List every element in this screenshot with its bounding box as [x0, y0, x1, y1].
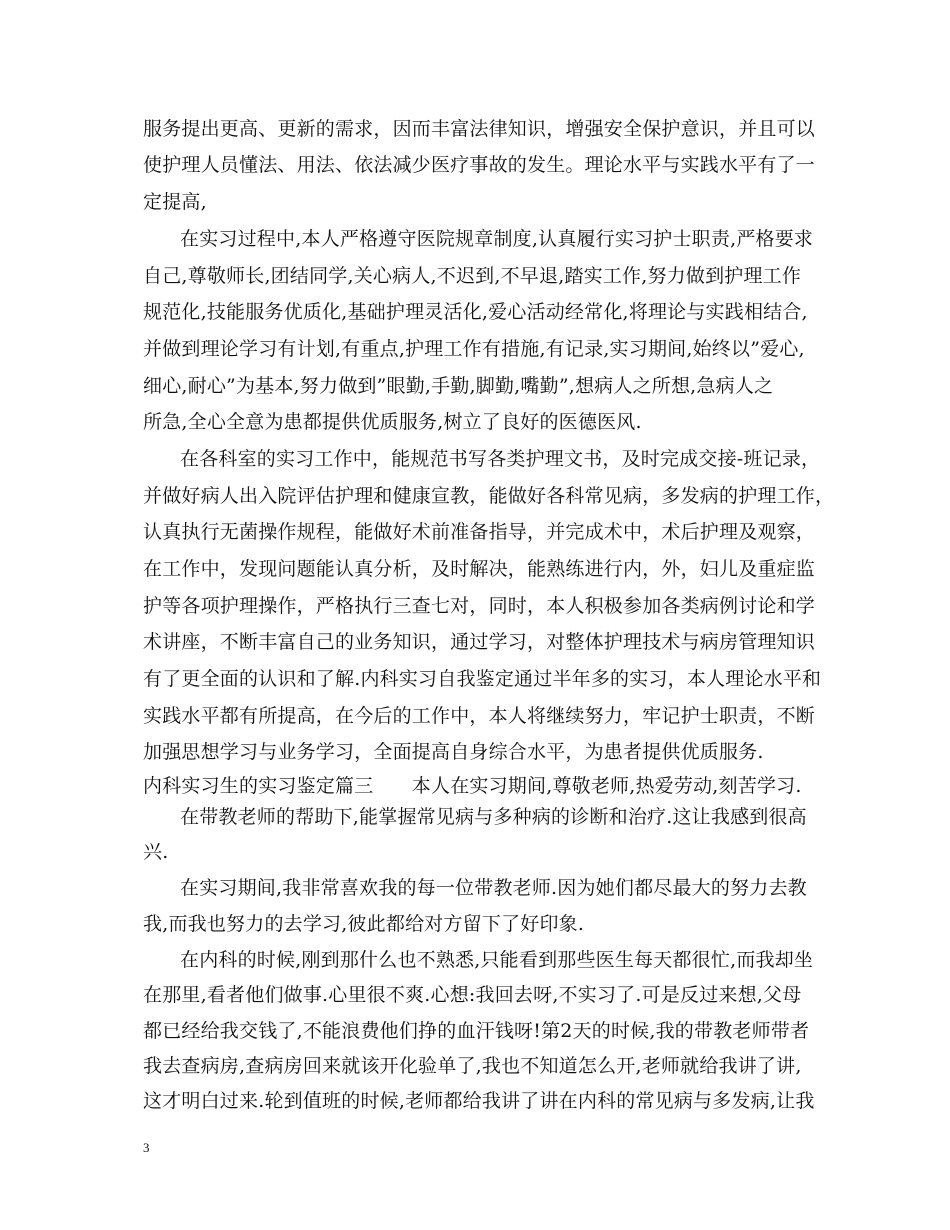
text-line: 规范化,技能服务优质化,基础护理灵活化,爱心活动经常化,将理论与实践相结合,: [143, 301, 808, 323]
paragraph-start-line: 在各科室的实习工作中，能规范书写各类护理文书，及时完成交接-班记录，: [180, 448, 821, 470]
paragraph-start-line: 在内科的时候,刚到那什么也不熟悉,只能看到那些医生每天都很忙,而我却坐: [180, 949, 814, 971]
text-line: 认真执行无菌操作规程，能做好术前准备指导，并完成术中，术后护理及观察，: [143, 521, 816, 543]
text-line: 加强思想学习与业务学习，全面提高自身综合水平，为患者提供优质服务.: [143, 741, 764, 763]
text-line: 并做好病人出入院评估护理和健康宣教，能做好各科常见病，多发病的护理工作，: [143, 485, 835, 507]
text-line: 术讲座，不断丰富自己的业务知识，通过学习，对整体护理技术与病房管理知识: [143, 631, 816, 653]
text-line: 有了更全面的认识和了解.内科实习自我鉴定通过半年多的实习，本人理论水平和: [143, 668, 822, 690]
text-line: 细心,耐心”为基本,努力做到”眼勤,手勤,脚勤,嘴勤”,想病人之所想,急病人之: [143, 375, 774, 397]
text-line: 都已经给我交钱了,不能浪费他们挣的血汗钱呀!第2天的时候,我的带教老师带者: [143, 1020, 810, 1042]
text-line: 在工作中，发现问题能认真分析，及时解决，能熟练进行内，外，妇儿及重症监: [143, 558, 816, 580]
text-line: 自己,尊敬师长,团结同学,关心病人,不迟到,不早退,踏实工作,努力做到护理工作: [143, 265, 802, 287]
text-line: 并做到理论学习有计划,有重点,护理工作有措施,有记录,实习期间,始终以”爱心,: [143, 338, 805, 360]
text-line: 实践水平都有所提高，在今后的工作中，本人将继续努力，牢记护士职责，不断: [143, 705, 816, 727]
section-heading-line: 内科实习生的实习鉴定篇三 本人在实习期间,尊敬老师,热爱劳动,刻苦学习.: [143, 775, 802, 797]
text-line: 在那里,看者他们做事.心里很不爽.心想:我回去呀,不实习了.可是反过来想,父母: [143, 984, 802, 1006]
text-line: 我去查病房,查病房回来就该开化验单了,我也不知道怎么开,老师就给我讲了讲,: [143, 1055, 802, 1077]
paragraph-start-line: 在带教老师的帮助下,能掌握常见病与多种病的诊断和治疗.这让我感到很高: [180, 806, 807, 828]
paragraph-start-line: 在实习过程中,本人严格遵守医院规章制度,认真履行实习护士职责,严格要求: [180, 228, 814, 250]
page-number: 3: [143, 1140, 150, 1155]
paragraph-start-line: 在实习期间,我非常喜欢我的每一位带教老师.因为她们都尽最大的努力去教: [180, 877, 807, 899]
text-line: 所急,全心全意为患都提供优质服务,树立了良好的医德医风.: [143, 411, 642, 433]
text-line: 兴.: [143, 841, 169, 863]
text-line: 护等各项护理操作，严格执行三查七对，同时，本人积极参加各类病例讨论和学: [143, 595, 816, 617]
text-line: 这才明白过来.轮到值班的时候,老师都给我讲了讲在内科的常见病与多发病,让我: [143, 1090, 815, 1112]
text-line: 我,而我也努力的去学习,彼此都给对方留下了好印象.: [143, 913, 585, 935]
text-line: 使护理人员懂法、用法、依法减少医疗事故的发生。理论水平与实践水平有了一: [143, 154, 816, 176]
text-line: 服务提出更高、更新的需求，因而丰富法律知识，增强安全保护意识，并且可以: [143, 118, 816, 140]
text-line: 定提高,: [143, 191, 207, 213]
